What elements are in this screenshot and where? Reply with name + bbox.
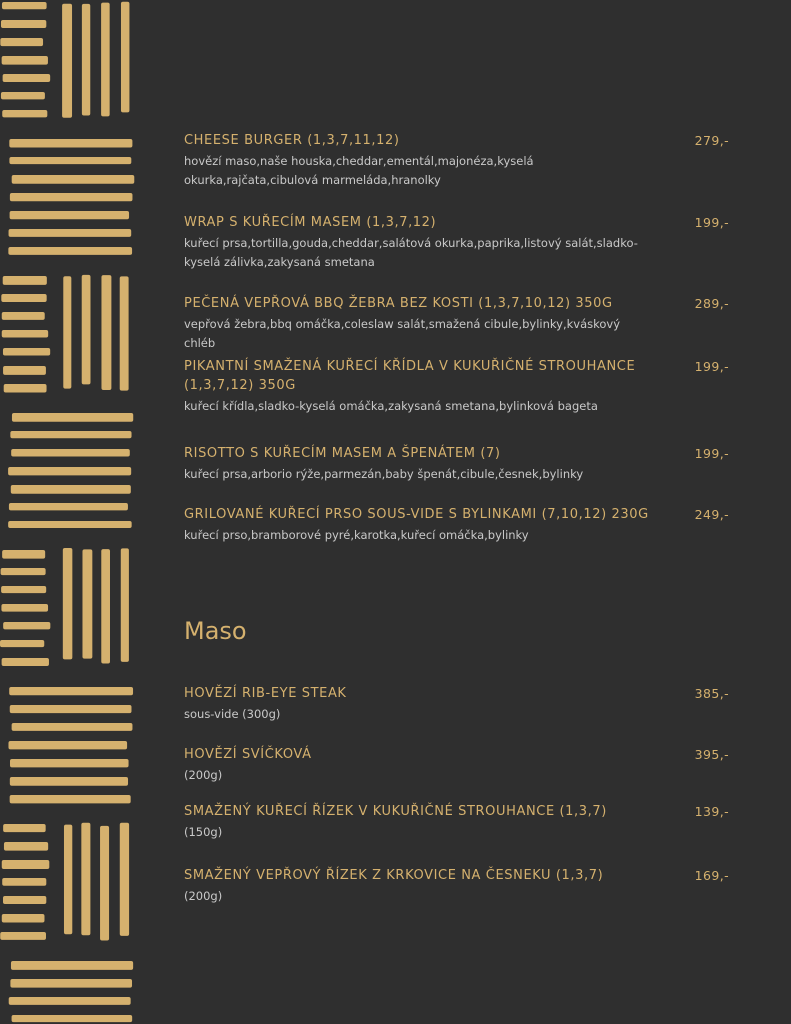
menu-item (184, 505, 729, 545)
item-title: GRILOVANÉ KUŘECÍ PRSO SOUS-VIDE S BYLINKAMI (7,10,12) 230G (184, 507, 649, 522)
pattern-stripe (8, 247, 132, 255)
pattern-stripe (4, 842, 48, 851)
pattern-stripe (8, 467, 131, 475)
menu-item (184, 294, 729, 352)
item-price: 395,- (694, 747, 729, 762)
decorative-pattern (0, 0, 135, 1024)
pattern-stripe (2, 56, 48, 65)
woven-stripes-graphic (0, 0, 135, 1024)
menu-item (184, 684, 729, 724)
item-description: kuřecí prsa,tortilla,gouda,cheddar,salátová okurka,paprika,listový salát,sladko-kyselá zálivka,zakysaná smetana (184, 236, 638, 269)
item-description: (200g) (184, 889, 223, 903)
item-title: SMAŽENÝ KUŘECÍ ŘÍZEK V KUKUŘIČNÉ STROUHANCE (1,3,7) (184, 804, 607, 819)
section-title: Maso (184, 617, 247, 645)
pattern-stripe (63, 548, 73, 659)
item-price: 249,- (694, 507, 729, 522)
pattern-stripe (12, 175, 135, 184)
pattern-stripe (8, 741, 127, 749)
pattern-stripe (2, 312, 45, 320)
item-title: PEČENÁ VEPŘOVÁ BBQ ŽEBRA BEZ KOSTI (1,3,7,10,12) 350G (184, 296, 613, 311)
pattern-stripe (10, 431, 131, 438)
menu-item (184, 213, 729, 271)
pattern-stripe (1, 568, 46, 575)
pattern-stripe (82, 275, 91, 385)
pattern-stripe (120, 276, 129, 390)
pattern-stripe (1, 604, 48, 612)
pattern-stripe (11, 961, 133, 970)
pattern-stripe (9, 139, 132, 148)
menu-item (184, 444, 729, 484)
pattern-stripe (0, 932, 46, 940)
pattern-stripe (3, 348, 50, 356)
pattern-stripe (11, 485, 131, 494)
pattern-stripe (10, 759, 129, 767)
pattern-stripe (3, 896, 46, 904)
pattern-stripe (11, 449, 130, 457)
pattern-stripe (2, 860, 50, 869)
pattern-stripe (2, 550, 45, 559)
item-price: 199,- (694, 215, 729, 230)
pattern-stripe (121, 548, 129, 662)
pattern-stripe (12, 1015, 133, 1022)
item-price: 279,- (694, 133, 729, 148)
pattern-stripe (2, 914, 45, 922)
pattern-stripe (62, 4, 72, 118)
pattern-stripe (9, 229, 132, 237)
pattern-stripe (8, 521, 132, 528)
pattern-stripe (10, 777, 128, 786)
menu-item (184, 866, 729, 906)
pattern-stripe (81, 823, 90, 935)
pattern-stripe (2, 110, 47, 117)
menu-item (184, 745, 729, 785)
pattern-stripe (10, 979, 132, 988)
pattern-stripe (10, 193, 133, 201)
item-title: SMAŽENÝ VEPŘOVÝ ŘÍZEK Z KRKOVICE NA ČESNEKU (1,3,7) (184, 868, 604, 883)
pattern-stripe (2, 2, 47, 9)
item-description: hovězí maso,naše houska,cheddar,ementál,majonéza,kyselá okurka,rajčata,cibulová marmeláda,hranolky (184, 154, 534, 187)
pattern-stripe (10, 795, 131, 803)
pattern-stripe (82, 4, 90, 116)
pattern-stripe (63, 276, 71, 388)
item-title: CHEESE BURGER (1,3,7,11,12) (184, 133, 400, 148)
pattern-stripe (9, 503, 128, 510)
item-description: sous-vide (300g) (184, 707, 281, 721)
pattern-stripe (1, 294, 46, 302)
item-description: (150g) (184, 825, 223, 839)
pattern-stripe (101, 549, 110, 663)
item-price: 169,- (694, 868, 729, 883)
item-title: PIKANTNÍ SMAŽENÁ KUŘECÍ KŘÍDLA V KUKUŘIČNÉ STROUHANCE (1,3,7,12) 350G (184, 359, 636, 393)
item-title: WRAP S KUŘECÍM MASEM (1,3,7,12) (184, 215, 437, 230)
item-price: 199,- (694, 359, 729, 374)
item-title: HOVĚZÍ SVÍČKOVÁ (184, 747, 312, 762)
pattern-stripe (10, 211, 129, 219)
pattern-stripe (3, 824, 46, 832)
pattern-stripe (9, 157, 131, 164)
item-description: (200g) (184, 768, 223, 782)
pattern-stripe (100, 826, 109, 941)
pattern-stripe (101, 3, 110, 117)
pattern-stripe (1, 20, 46, 28)
item-price: 199,- (694, 446, 729, 461)
item-description: kuřecí prsa,arborio rýže,parmezán,baby špenát,cibule,česnek,bylinky (184, 467, 584, 481)
pattern-stripe (12, 413, 133, 422)
item-description: vepřová žebra,bbq omáčka,coleslaw salát,smažená cibule,bylinky,kváskový chléb (184, 317, 621, 350)
pattern-stripe (101, 275, 111, 390)
item-title: RISOTTO S KUŘECÍM MASEM A ŠPENÁTEM (7) (184, 446, 501, 461)
item-description: kuřecí prso,bramborové pyré,karotka,kuřecí omáčka,bylinky (184, 528, 529, 542)
item-price: 289,- (694, 296, 729, 311)
pattern-stripe (2, 878, 46, 886)
pattern-stripe (2, 658, 49, 666)
pattern-stripe (82, 549, 92, 658)
menu-item (184, 802, 729, 842)
pattern-stripe (1, 586, 46, 593)
pattern-stripe (1, 92, 45, 99)
item-title: HOVĚZÍ RIB-EYE STEAK (184, 686, 347, 701)
menu-item (184, 357, 729, 416)
pattern-stripe (9, 687, 133, 695)
pattern-stripe (64, 825, 72, 935)
pattern-stripe (4, 384, 47, 392)
pattern-stripe (3, 74, 51, 82)
pattern-stripe (12, 723, 133, 731)
pattern-stripe (2, 330, 48, 337)
menu-item (184, 131, 729, 189)
pattern-stripe (120, 823, 129, 936)
pattern-stripe (0, 38, 43, 46)
pattern-stripe (0, 640, 44, 647)
pattern-stripe (10, 705, 132, 713)
pattern-stripe (121, 2, 129, 113)
pattern-stripe (3, 276, 47, 285)
pattern-stripe (3, 366, 46, 375)
item-description: kuřecí křídla,sladko-kyselá omáčka,zakysaná smetana,bylinková bageta (184, 399, 598, 413)
pattern-stripe (9, 997, 131, 1005)
pattern-stripe (3, 622, 50, 629)
item-price: 139,- (694, 804, 729, 819)
item-price: 385,- (694, 686, 729, 701)
